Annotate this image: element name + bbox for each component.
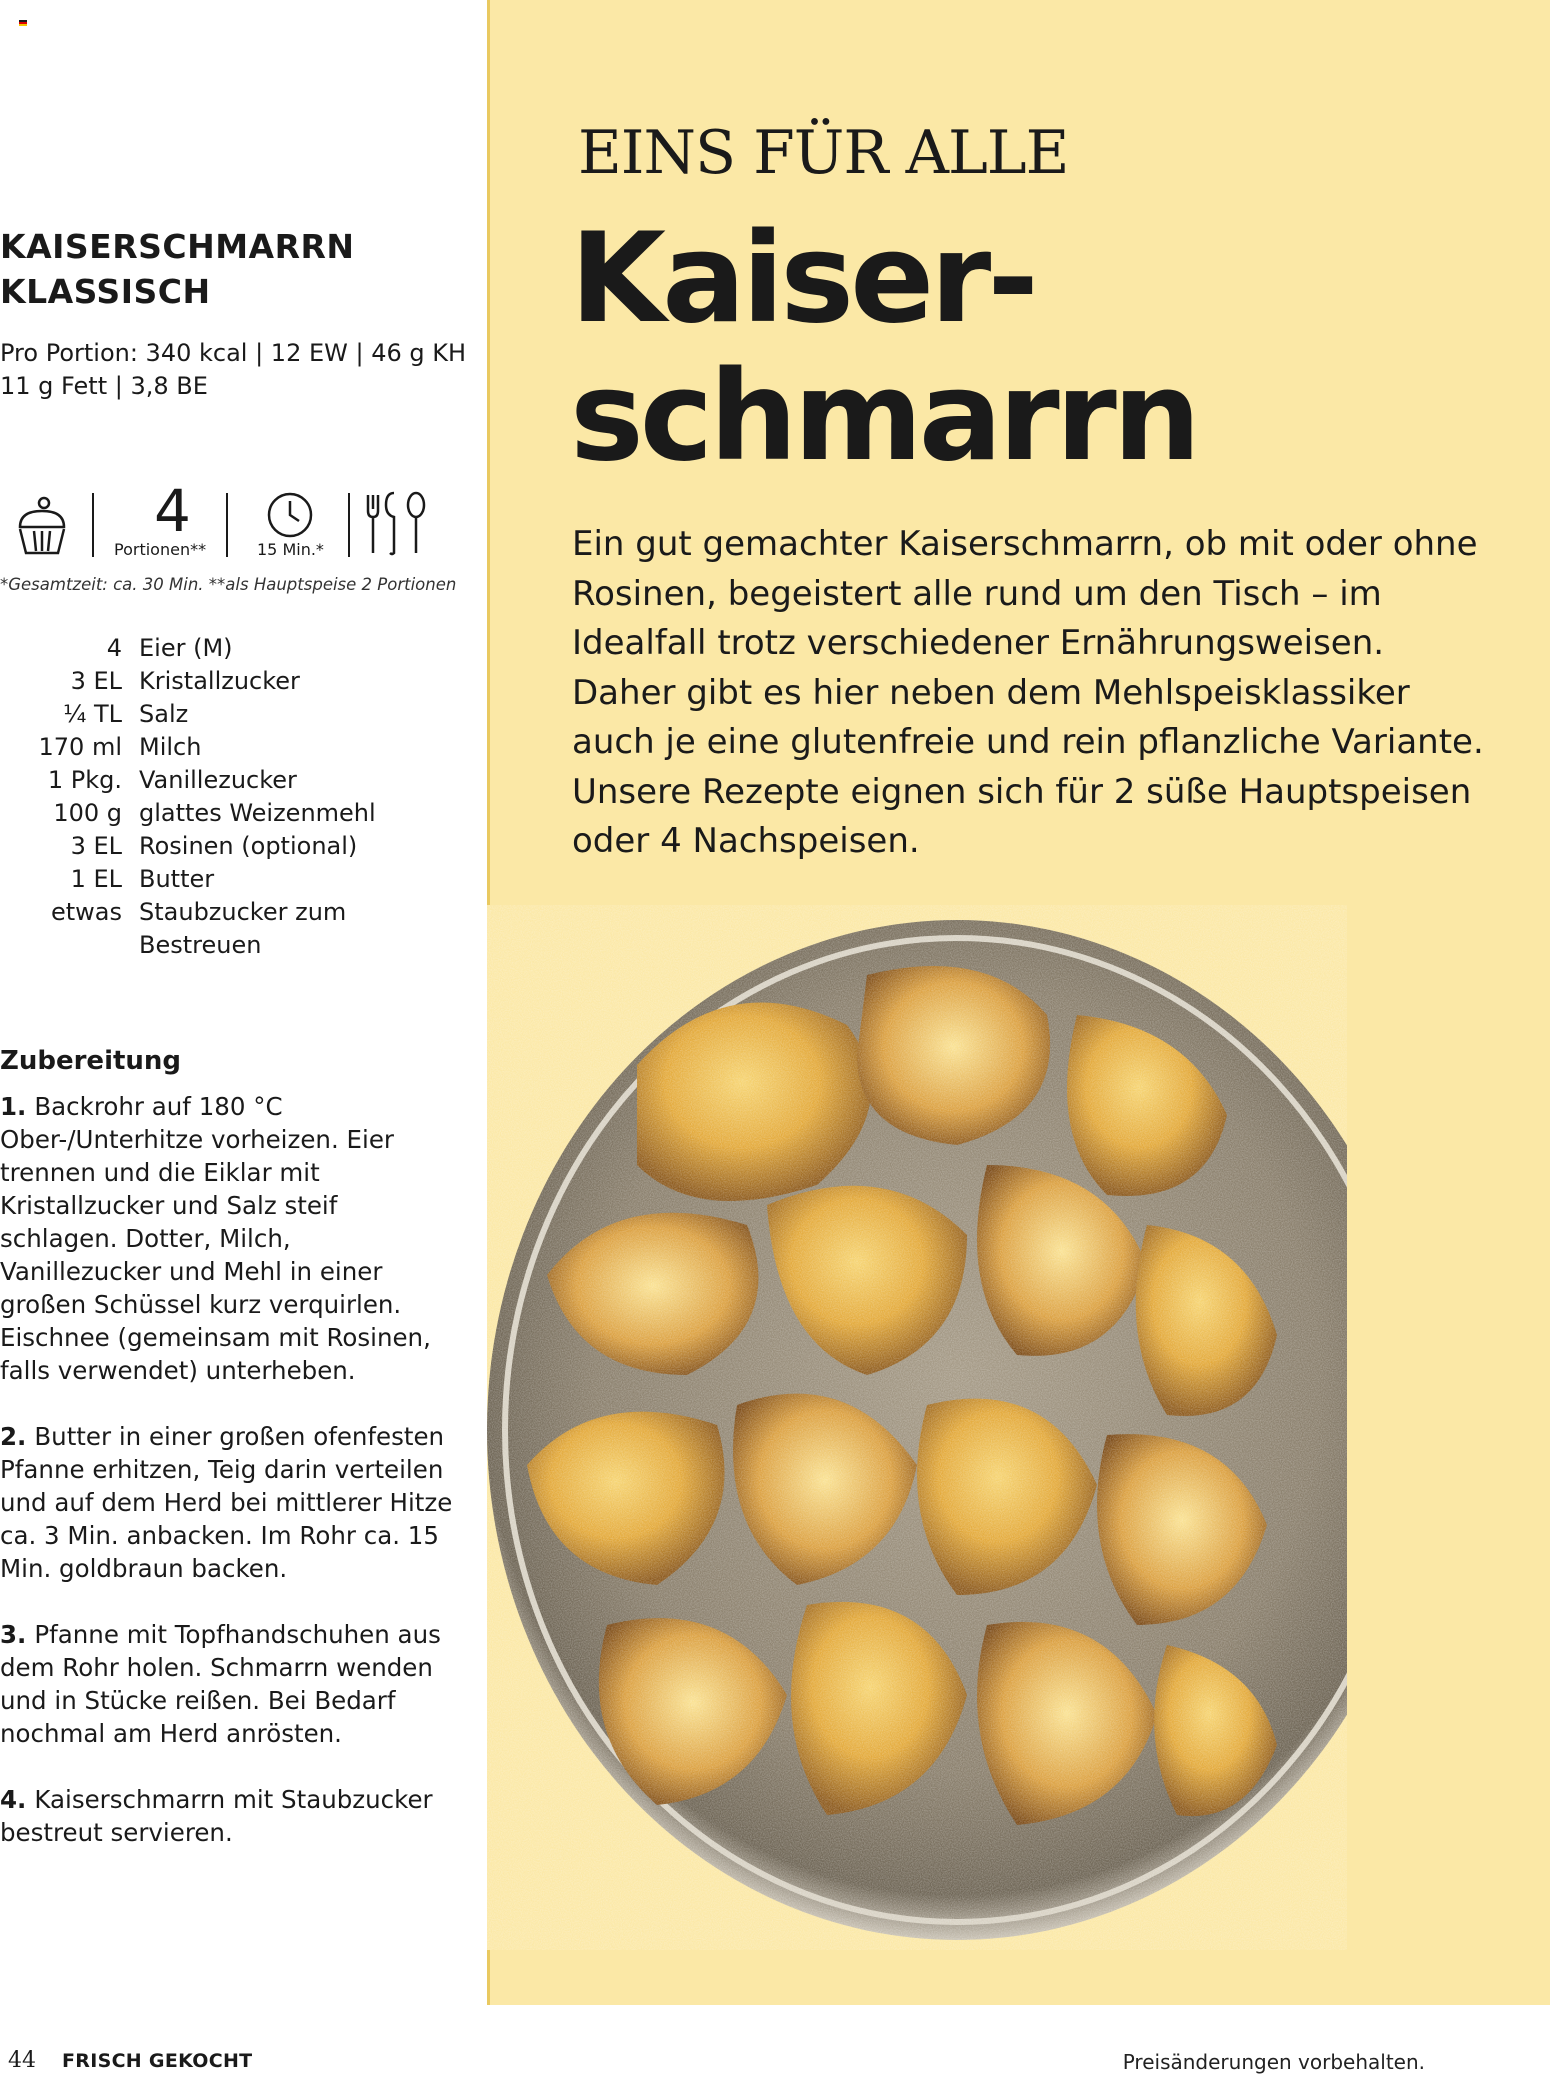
ingredient-quantity: 170 ml (38, 733, 122, 761)
ingredient-quantity: 4 (106, 634, 122, 662)
divider (348, 493, 350, 557)
step-number: 3. (0, 1620, 27, 1649)
portions-value: 4 (154, 477, 191, 545)
cutlery-icon (364, 491, 428, 561)
ingredient-name: Salz (139, 700, 189, 728)
ingredient-quantity: 1 EL (70, 865, 122, 893)
step-number: 2. (0, 1422, 27, 1451)
step-number: 1. (0, 1092, 27, 1121)
recipe-footnotes: *Gesamtzeit: ca. 30 Min. **als Hauptspeise 2 Portionen (0, 575, 457, 594)
flag-icon (19, 20, 27, 26)
recipe-info-row (14, 477, 454, 562)
ingredient-row (0, 764, 420, 797)
ingredient-name: Butter (139, 865, 215, 893)
ingredient-row (0, 863, 420, 896)
time-label: 15 Min.* (257, 540, 324, 559)
ingredient-quantity: 3 EL (70, 832, 122, 860)
preparation-step (0, 1420, 455, 1585)
preparation-step (0, 1783, 455, 1849)
ingredient-name: Staubzucker zum Bestreuen (139, 898, 347, 959)
nutrition-info: Pro Portion: 340 kcal | 12 EW | 46 g KH 11 g Fett | 3,8 BE (0, 339, 467, 400)
recipe-title: KAISERSCHMARRN KLASSISCH (0, 227, 355, 311)
ingredient-name: Vanillezucker (139, 766, 297, 794)
portions-label: Portionen** (114, 540, 207, 559)
ingredient-row (0, 698, 420, 731)
ingredient-name: Kristallzucker (139, 667, 300, 695)
kaiserschmarrn-photo (487, 905, 1347, 1950)
ingredient-quantity: etwas (50, 898, 122, 926)
intro-text: Ein gut gemachter Kaiserschmarrn, ob mit oder ohne Rosinen, begeistert alle rund um den Tisch – im Idealfall trotz verschiedener Ernährungsweisen. Daher gibt es hier neben dem Mehlspeisklassiker auch je eine glutenfreie und rein pflanzliche Variante. Unsere Rezepte eignen sich für 2 süße Hauptspeisen oder 4 Nachspeisen. (572, 524, 1484, 861)
step-number: 4. (0, 1785, 27, 1814)
cupcake-icon (14, 493, 70, 561)
ingredient-name: Eier (M) (139, 634, 233, 662)
ingredient-row (0, 731, 420, 764)
magazine-name: FRISCH GEKOCHT (62, 2050, 253, 2072)
ingredient-quantity: 1 Pkg. (47, 766, 122, 794)
ingredient-quantity: ¼ TL (63, 700, 122, 728)
ingredient-list (0, 632, 420, 962)
ingredient-name: Milch (139, 733, 202, 761)
page-title (570, 207, 1198, 489)
section-kicker: EINS FÜR ALLE (578, 118, 1069, 188)
price-note: Preisänderungen vorbehalten. (1122, 2050, 1425, 2074)
step-text: Backrohr auf 180 °C Ober-/Unterhitze vorheizen. Eier trennen und die Eiklar mit Kristallzucker und Salz steif schlagen. Dotter, Milch, Vanillezucker und Mehl in einer großen Schüssel kurz verquirlen. Eischnee (gemeinsam mit Rosinen, falls verwendet) unterheben. (0, 1092, 431, 1385)
title-line-1: Kaiser- (570, 207, 1035, 351)
preparation-step (0, 1618, 455, 1750)
page-number: 44 (8, 2048, 36, 2073)
divider (226, 493, 228, 557)
ingredient-row (0, 797, 420, 830)
ingredient-quantity: 100 g (53, 799, 122, 827)
step-text: Kaiserschmarrn mit Staubzucker bestreut servieren. (0, 1785, 433, 1847)
title-line-2: schmarrn (570, 345, 1198, 489)
divider (92, 493, 94, 557)
preparation-heading: Zubereitung (0, 1046, 182, 1076)
ingredient-row (0, 665, 420, 698)
ingredient-name: glattes Weizenmehl (139, 799, 376, 827)
ingredient-row (0, 830, 420, 863)
ingredient-quantity: 3 EL (70, 667, 122, 695)
ingredient-row (0, 632, 420, 665)
ingredient-row (0, 896, 420, 962)
step-text: Butter in einer großen ofenfesten Pfanne erhitzen, Teig darin verteilen und auf dem Herd bei mittlerer Hitze ca. 3 Min. anbacken. Im Rohr ca. 15 Min. goldbraun backen. (0, 1422, 453, 1583)
clock-icon (266, 491, 314, 543)
preparation-steps (0, 1090, 455, 1882)
preparation-step (0, 1090, 455, 1387)
ingredient-name: Rosinen (optional) (139, 832, 358, 860)
step-text: Pfanne mit Topfhandschuhen aus dem Rohr holen. Schmarrn wenden und in Stücke reißen. Bei Bedarf nochmal am Herd anrösten. (0, 1620, 441, 1748)
